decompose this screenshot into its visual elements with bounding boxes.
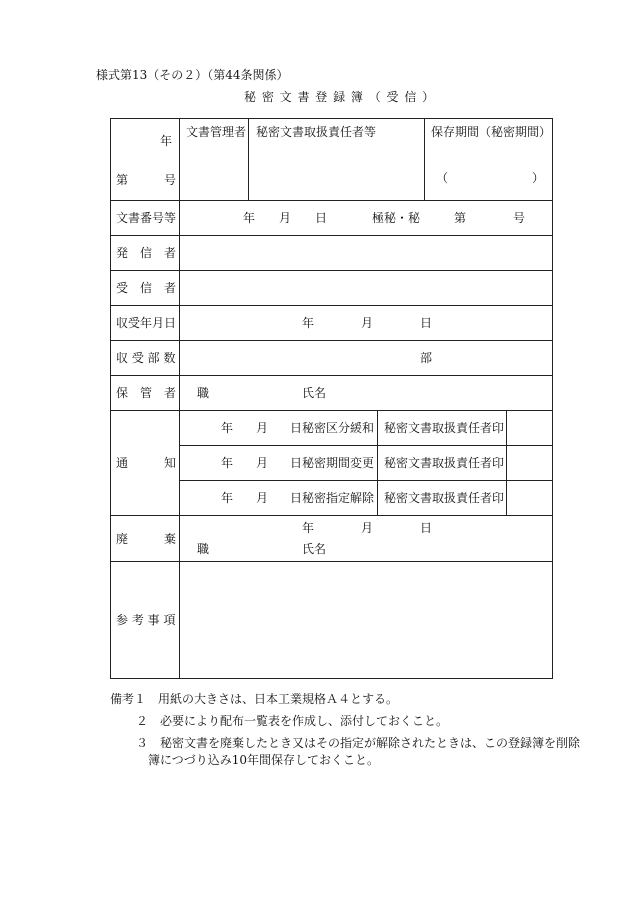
notice-3-month: 月 (256, 491, 269, 505)
receiver-label: 受 信 者 (116, 281, 177, 295)
custodian-position: 職 (197, 386, 210, 400)
responsible-header: 秘密文書取扱責任者等 (256, 125, 377, 139)
doc-dai: 第 (454, 211, 467, 225)
notice-1-year: 年 (221, 421, 234, 435)
remark-3-line1: ３ 秘密文書を廃棄したとき又はその指定が解除されたときは、この登録簿を削除 (136, 736, 581, 750)
retention-header: 保存期間（秘密期間） (431, 125, 552, 139)
doc-day: 日 (315, 211, 328, 225)
notice-2-year: 年 (221, 456, 234, 470)
remark-3-line2: 簿につづり込み10年間保存しておくこと。 (148, 753, 380, 767)
custodian-label: 保 管 者 (116, 386, 177, 400)
doc-gou: 号 (513, 211, 526, 225)
custodian-name: 氏名 (302, 386, 327, 400)
page-title: 秘 密 文 書 登 録 簿 （ 受 信 ） (244, 90, 436, 104)
disposal-year: 年 (302, 521, 315, 535)
copies-unit: 部 (420, 351, 433, 365)
received-day: 日 (420, 316, 433, 330)
copies-label: 収 受 部 数 (116, 351, 176, 365)
form-number: 様式第13（その２）（第44条関係） (96, 68, 289, 82)
disposal-label: 廃 棄 (116, 532, 177, 546)
doc-month: 月 (279, 211, 292, 225)
classification: 極秘・秘 (372, 211, 421, 225)
received-year: 年 (302, 316, 315, 330)
notice-2-action: 日秘密期間変更 (290, 456, 375, 470)
doc-year: 年 (243, 211, 256, 225)
notice-1-seal: 秘密文書取扱責任者印 (384, 421, 505, 435)
notice-label: 通 知 (116, 456, 177, 470)
disposal-month: 月 (361, 521, 374, 535)
doc-manager-header: 文書管理者 (186, 125, 247, 139)
number-label: 第 号 (116, 173, 177, 187)
notice-3-action: 日秘密指定解除 (290, 491, 375, 505)
remark-2: ２ 必要により配布一覧表を作成し、添付しておくこと。 (136, 714, 449, 728)
notice-1-action: 日秘密区分緩和 (290, 421, 375, 435)
year-label: 年 (160, 134, 173, 148)
sender-label: 発 信 者 (116, 246, 177, 260)
received-month: 月 (361, 316, 374, 330)
received-date-label: 収受年月日 (116, 316, 177, 330)
disposal-name: 氏名 (302, 542, 327, 556)
reference-label: 参 考 事 項 (116, 613, 176, 627)
notice-3-seal: 秘密文書取扱責任者印 (384, 491, 505, 505)
doc-number-label: 文書番号等 (116, 211, 177, 225)
disposal-position: 職 (197, 542, 210, 556)
remark-1: 備考１ 用紙の大きさは、日本工業規格Ａ４とする。 (110, 692, 399, 706)
notice-2-seal: 秘密文書取扱責任者印 (384, 456, 505, 470)
notice-2-month: 月 (256, 456, 269, 470)
retention-paren: （ ） (436, 171, 545, 185)
notice-3-year: 年 (221, 491, 234, 505)
disposal-day: 日 (420, 521, 433, 535)
notice-1-month: 月 (256, 421, 269, 435)
